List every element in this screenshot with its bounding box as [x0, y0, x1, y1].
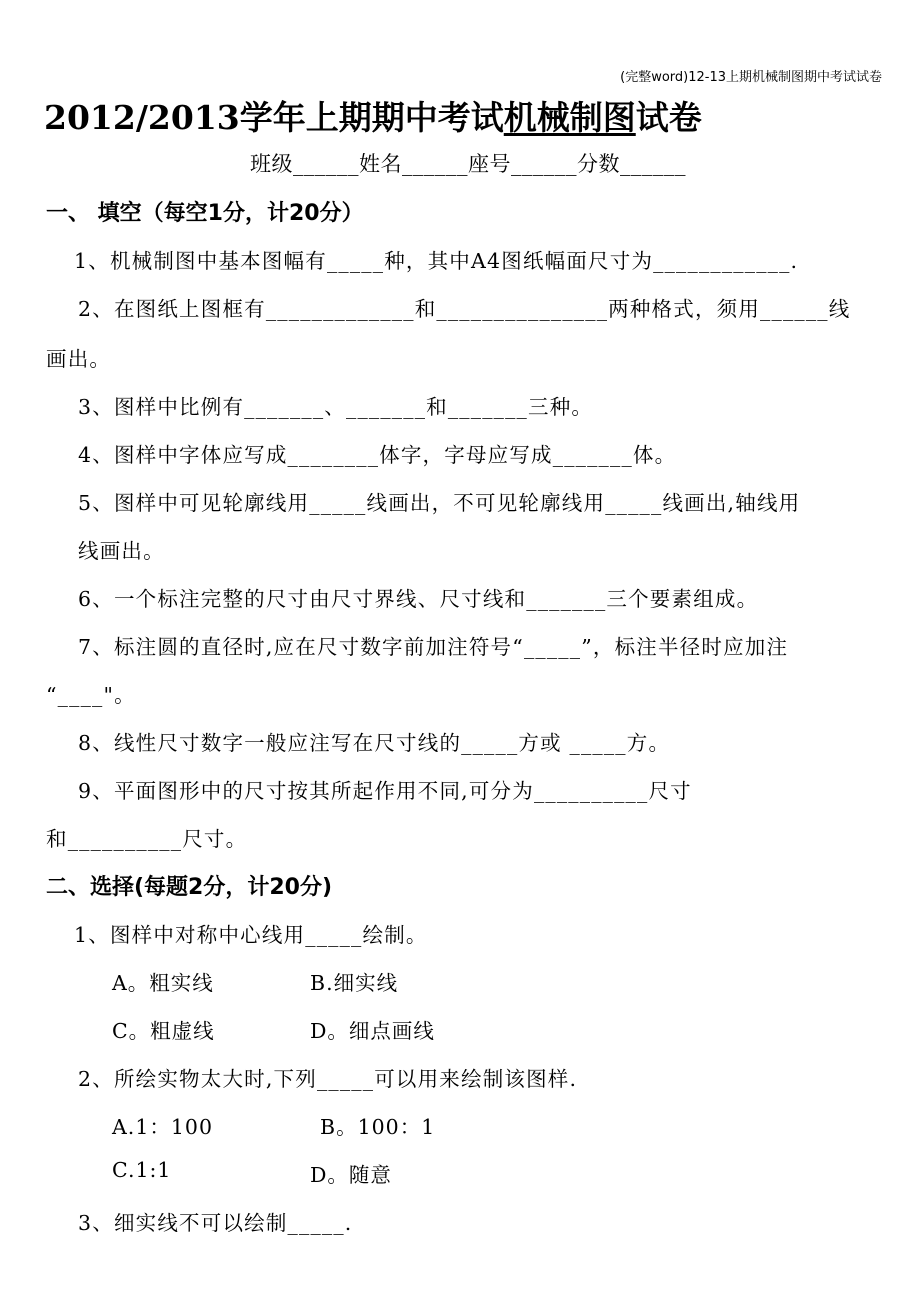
fill-question-7-cont: “____"。 — [46, 683, 136, 707]
section-1-heading: 一、 填空（每空1分，计20分） — [46, 201, 364, 226]
choice-q2-option-d: D。随意 — [310, 1163, 392, 1187]
title-subject: 机械制图 — [503, 98, 636, 137]
choice-q1-option-b: B.细实线 — [310, 971, 399, 995]
fill-question-8: 8、线性尺寸数字一般应注写在尺寸线的_____方或 _____方。 — [78, 731, 671, 755]
fill-question-1: 1、机械制图中基本图幅有_____种，其中A4图纸幅面尺寸为____________. — [74, 249, 799, 273]
fill-question-6: 6、一个标注完整的尺寸由尺寸界线、尺寸线和_______三个要素组成。 — [78, 587, 759, 611]
choice-q2-option-b: B。100：1 — [320, 1115, 436, 1139]
fill-question-7: 7、标注圆的直径时,应在尺寸数字前加注符号“_____”，标注半径时应加注 — [78, 635, 789, 659]
fill-question-9-cont: 和__________尺寸。 — [46, 827, 248, 851]
title-prefix: 2012/2013学年上期期中考试 — [44, 98, 504, 137]
choice-question-3: 3、细实线不可以绘制_____. — [78, 1211, 353, 1235]
choice-q2-option-a: A.1：100 — [112, 1115, 213, 1139]
student-info-line: 班级______姓名______座号______分数______ — [250, 152, 686, 176]
fill-question-9: 9、平面图形中的尺寸按其所起作用不同,可分为__________尺寸 — [78, 779, 692, 803]
fill-question-2: 2、在图纸上图框有_____________和_______________两种格式，须用______线 — [78, 297, 851, 321]
choice-question-2: 2、所绘实物太大时,下列_____可以用来绘制该图样. — [78, 1067, 578, 1091]
document-header-note: (完整word)12-13上期机械制图期中考试试卷 — [620, 70, 882, 85]
section-2-heading: 二、选择(每题2分，计20分) — [46, 875, 333, 900]
choice-q2-option-c: C.1:1 — [112, 1158, 172, 1182]
fill-question-3: 3、图样中比例有_______、_______和_______三种。 — [78, 395, 594, 419]
choice-q1-option-c: C。粗虚线 — [112, 1019, 215, 1043]
choice-question-1: 1、图样中对称中心线用_____绘制。 — [74, 923, 428, 947]
fill-question-2-cont: 画出。 — [46, 347, 112, 371]
choice-q1-option-a: A。粗实线 — [112, 971, 214, 995]
fill-question-5-cont: 线画出。 — [78, 539, 165, 563]
fill-question-4: 4、图样中字体应写成________体字，字母应写成_______体。 — [78, 443, 677, 467]
fill-question-5: 5、图样中可见轮廓线用_____线画出，不可见轮廓线用_____线画出,轴线用 — [78, 491, 801, 515]
title-suffix: 试卷 — [635, 98, 702, 137]
exam-title — [44, 92, 702, 139]
choice-q1-option-d: D。细点画线 — [310, 1019, 435, 1043]
